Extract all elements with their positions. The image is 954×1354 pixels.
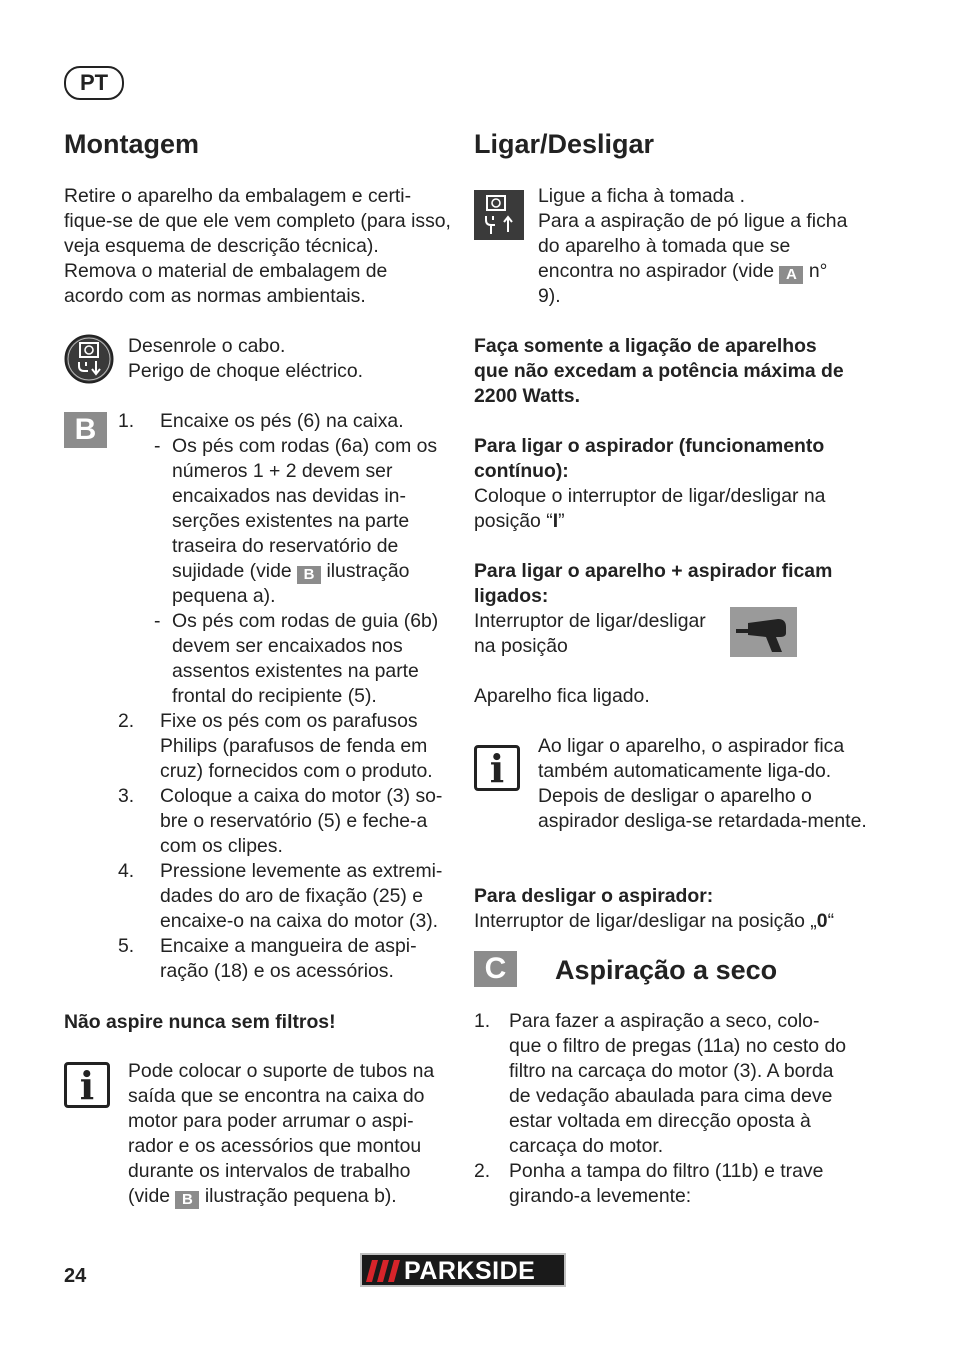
figure-ref-b: B — [175, 1191, 199, 1209]
section-title-montagem: Montagem — [64, 129, 199, 159]
list-item: 2. Ponha a tampa do filtro (11b) e trave girando-a levemente: — [474, 1160, 824, 1207]
off-heading: Para desligar o aspirador: — [474, 885, 714, 907]
power-warning: Faça somente a ligação de aparelhos que não excedam a potência máxima de 2200 Watts. — [474, 335, 844, 407]
assembly-steps — [118, 409, 452, 984]
list-item: 2. Fixe os pés com os parafusos Philips (parafusos de fenda em cruz) fornecidos com o produto. — [118, 710, 433, 782]
section-marker-c: C — [474, 951, 517, 987]
plug-in-text: Para a aspiração de pó ligue a ficha do aparelho à tomada que se encontra no aspirador (vide A n° 9). — [538, 210, 848, 307]
unplug-warning-icon — [64, 334, 114, 384]
plug-line-2: Perigo de choque eléctrico. — [128, 360, 363, 382]
filter-warning: Não aspire nunca sem filtros! — [64, 1011, 336, 1033]
auto-mode-heading: Para ligar o aparelho + aspirador ficam ligados: — [474, 560, 833, 607]
figure-ref-b: B — [297, 566, 321, 584]
power-tool-icon — [730, 607, 797, 657]
brand-logo — [360, 1253, 566, 1287]
brand-name: PARKSIDE — [404, 1257, 536, 1285]
list-item: 5. Encaixe a mangueira de aspi-ração (18) e os acessórios. — [118, 935, 417, 982]
device-on-text: Aparelho fica ligado. — [474, 685, 650, 707]
montagem-intro: Retire o aparelho da embalagem e certi-fique-se de que ele vem completo (para isso, veja esquema de descrição técnica). Remova o material de embalagem de acordo com as normas ambientais. — [64, 185, 451, 307]
language-badge: PT — [64, 66, 124, 100]
info-icon: i — [64, 1062, 110, 1108]
list-item: 1. Encaixe os pés (6) na caixa. — [118, 410, 404, 432]
list-item: 3. Coloque a caixa do motor (3) so-bre o reservatório (5) e feche-a com os clipes. — [118, 785, 443, 857]
section-title-ligar: Ligar/Desligar — [474, 129, 655, 159]
page-number: 24 — [64, 1265, 87, 1287]
continuous-heading: Para ligar o aspirador (funcionamento contínuo): — [474, 435, 825, 482]
list-item: 1. Para fazer a aspiração a seco, colo-que o filtro de pregas (11a) no cesto do filtro na carcaça do motor (3). A borda de vedação abaulada para cima deve estar voltada em direcção oposta à carcaça do motor. — [474, 1010, 847, 1157]
continuous-text: Coloque o interruptor de ligar/desligar na posição “I” — [474, 485, 826, 532]
info-auto-text: Ao ligar o aparelho, o aspirador fica também automaticamente liga-do. Depois de desligar o aparelho o aspirador desliga-se retardada-mente. — [538, 735, 867, 832]
sub-item: - Os pés com rodas (6a) com os números 1 + 2 devem ser encaixados nas devidas in-serções existentes na parte traseira do reservatório de sujidade (vide B ilustração pequena a). — [154, 435, 438, 607]
sub-item: - Os pés com rodas de guia (6b) devem ser encaixados nos assentos existentes na parte frontal do recipiente (5). — [154, 610, 439, 707]
plug-line-1: Desenrole o cabo. — [128, 335, 286, 357]
section-marker-b: B — [64, 412, 107, 448]
info-tube-holder: Pode colocar o suporte de tubos na saída que se encontra na caixa do motor para poder arrumar o aspi-rador e os acessórios que montou durante os intervalos de trabalho (vide B ilustração pequena b). — [128, 1060, 435, 1208]
brand-slashes-icon — [366, 1260, 402, 1282]
auto-mode-text: Interruptor de ligar/desligar na posição — [474, 610, 706, 657]
section-title-dry: Aspiração a seco — [555, 955, 778, 985]
off-text: Interruptor de ligar/desligar na posição „0“ — [474, 910, 835, 932]
plug-in-icon — [474, 190, 524, 240]
info-icon: i — [474, 745, 520, 791]
plug-in-line-1: Ligue a ficha à tomada . — [538, 185, 745, 207]
figure-ref-a: A — [779, 266, 803, 284]
dry-steps — [474, 1009, 849, 1209]
list-item: 4. Pressione levemente as extremi-dades do aro de fixação (25) e encaixe-o na caixa do motor (3). — [118, 860, 443, 932]
